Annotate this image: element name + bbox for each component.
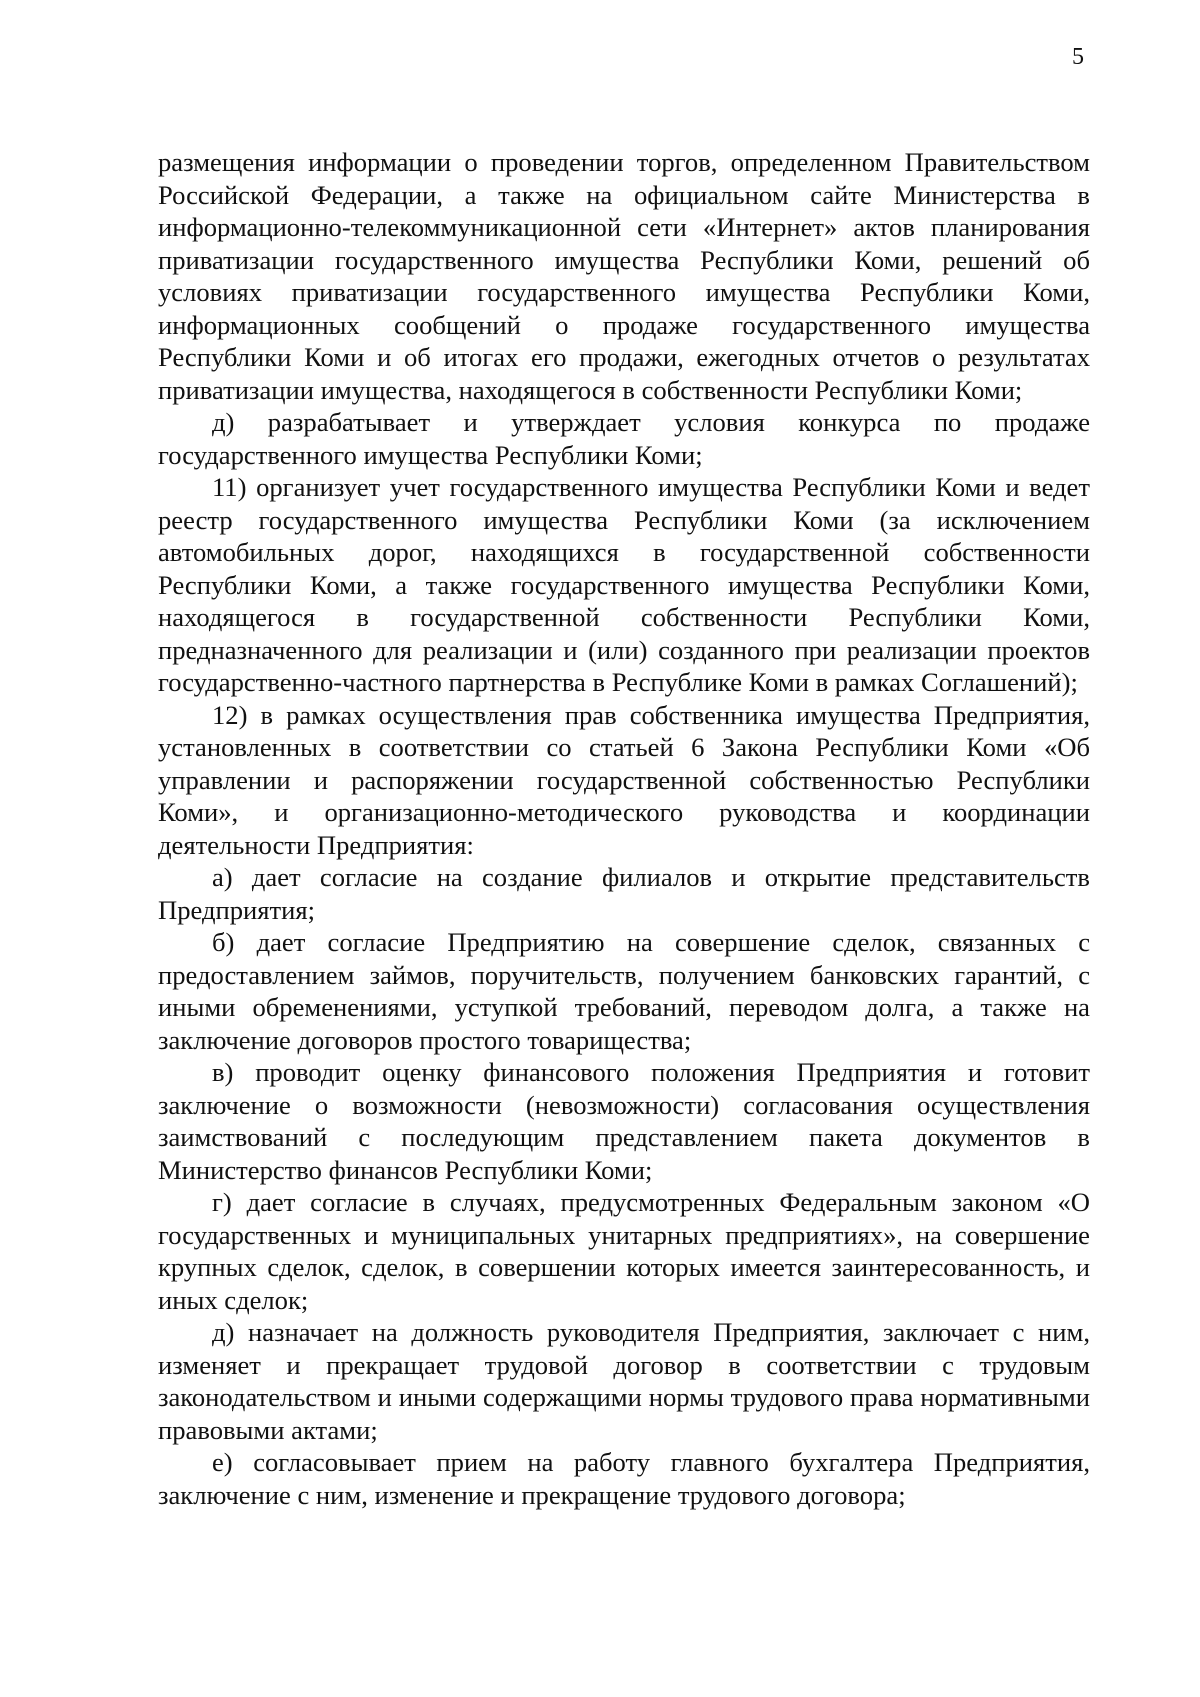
paragraph-item-11: 11) организует учет государственного имущества Республики Коми и ведет реестр государственного имущества Республики Коми (за исключением автомобильных дорог, находящихся в государственной собственности Республики Коми, а также государственного имущества Республики Коми, находящегося в государственной собственности Республики Коми, предназначенного для реализации и (или) созданного при реализации проектов государственно-частного партнерства в Республике Коми в рамках Соглашений); (158, 472, 1090, 697)
paragraph-item-a: а) дает согласие на создание филиалов и открытие представительств Предприятия; (158, 862, 1090, 925)
paragraph-continuation: размещения информации о проведении торгов, определенном Правительством Российской Федерации, а также на официальном сайте Министерства в информационно-телекоммуникационной сети «Интернет» актов планирования приватизации государственного имущества Республики Коми, решений об условиях приватизации государственного имущества Республики Коми, информационных сообщений о продаже государственного имущества Республики Коми и об итогах его продажи, ежегодных отчетов о результатах приватизации имущества, находящегося в собственности Республики Коми; (158, 147, 1090, 405)
paragraph-item-v: в) проводит оценку финансового положения Предприятия и готовит заключение о возможности (невозможности) согласования осуществления заимствований с последующим представлением пакета документов в Министерство финансов Республики Коми; (158, 1057, 1090, 1185)
paragraph-item-b: б) дает согласие Предприятию на совершение сделок, связанных с предоставлением займов, поручительств, получением банковских гарантий, с иными обременениями, уступкой требований, переводом долга, а также на заключение договоров простого товарищества; (158, 927, 1090, 1055)
paragraph-item-d-contest: д) разрабатывает и утверждает условия конкурса по продаже государственного имущества Республики Коми; (158, 407, 1090, 470)
page-number: 5 (1072, 44, 1084, 70)
paragraph-item-12: 12) в рамках осуществления прав собственника имущества Предприятия, установленных в соответствии со статьей 6 Закона Республики Коми «Об управлении и распоряжении государственной собственностью Республики Коми», и организационно-методического руководства и координации деятельности Предприятия: (158, 699, 1090, 860)
paragraph-item-g: г) дает согласие в случаях, предусмотренных Федеральным законом «О государственных и муниципальных унитарных предприятиях», на совершение крупных сделок, сделок, в совершении которых имеется заинтересованность, и иных сделок; (158, 1187, 1090, 1315)
document-body (158, 146, 1090, 1511)
paragraph-item-e: е) согласовывает прием на работу главного бухгалтера Предприятия, заключение с ним, изменение и прекращение трудового договора; (158, 1447, 1090, 1510)
paragraph-item-d: д) назначает на должность руководителя Предприятия, заключает с ним, изменяет и прекращает трудовой договор в соответствии с трудовым законодательством и иными содержащими нормы трудового права нормативными правовыми актами; (158, 1317, 1090, 1445)
